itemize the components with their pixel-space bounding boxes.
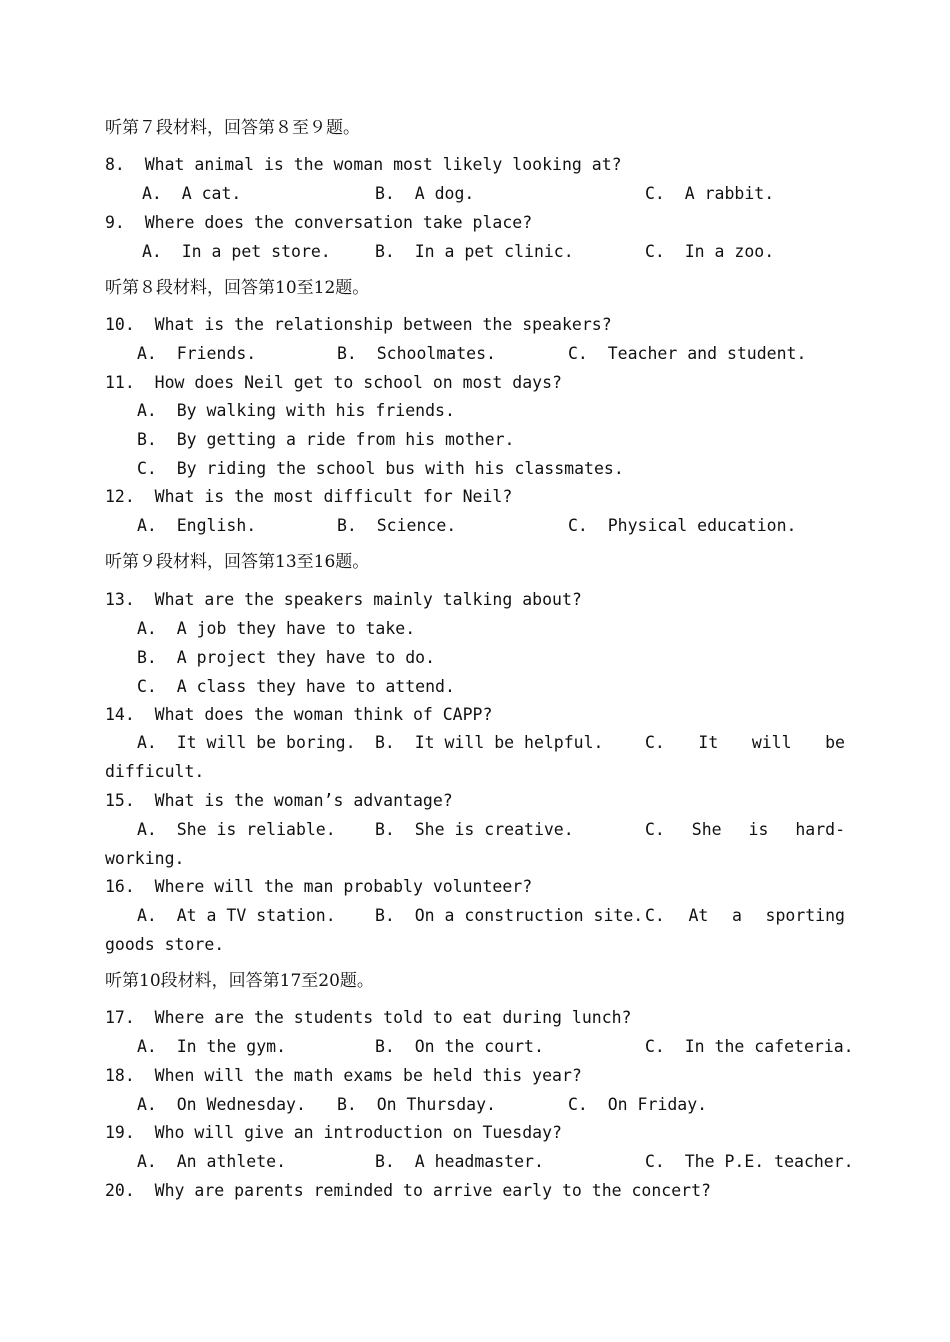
option-b: B. On a construction site.	[375, 906, 644, 925]
option-b: B. She is creative.	[375, 820, 574, 839]
question-17: 17. Where are the students told to eat during lunch?	[105, 1008, 632, 1027]
question-15: 15. What is the woman’s advantage?	[105, 791, 453, 810]
question-11: 11. How does Neil get to school on most days?	[105, 373, 562, 392]
question-9: 9. Where does the conversation take place?	[105, 213, 533, 232]
option-c	[645, 906, 845, 926]
option-a: A. At a TV station.	[137, 906, 336, 925]
option-c-word: hard-	[795, 820, 845, 839]
option-c	[645, 733, 845, 753]
option-b: B. It will be helpful.	[375, 733, 604, 752]
option-c: C. By riding the school bus with his classmates.	[137, 459, 624, 478]
question-19: 19. Who will give an introduction on Tuesday?	[105, 1123, 562, 1142]
option-a: A. By walking with his friends.	[137, 401, 455, 420]
option-c: C. Teacher and student.	[568, 344, 807, 363]
option-c-continuation: difficult.	[105, 762, 205, 781]
option-b: B. A project they have to do.	[137, 648, 436, 667]
option-b: B. In a pet clinic.	[375, 242, 574, 261]
section-heading: 听第８段材料，回答第10至12题。	[105, 278, 370, 298]
option-a: A. In the gym.	[137, 1037, 287, 1056]
section-heading: 听第７段材料，回答第８至９题。	[105, 118, 360, 138]
option-c: C. In a zoo.	[645, 242, 775, 261]
option-c: C. A class they have to attend.	[137, 677, 455, 696]
option-b: B. Schoolmates.	[337, 344, 496, 363]
option-c-word: At	[688, 906, 709, 925]
question-16: 16. Where will the man probably volunteer?	[105, 877, 533, 896]
question-13: 13. What are the speakers mainly talking about?	[105, 590, 582, 609]
question-18: 18. When will the math exams be held this year?	[105, 1066, 582, 1085]
option-c-word: C.	[645, 820, 665, 839]
option-c-word: C.	[645, 906, 665, 925]
option-a: A. Friends.	[137, 344, 257, 363]
option-c-word: a	[731, 906, 742, 925]
question-10: 10. What is the relationship between the speakers?	[105, 315, 612, 334]
option-c-word: will	[751, 733, 792, 752]
question-12: 12. What is the most difficult for Neil?	[105, 487, 513, 506]
option-c-word: be	[825, 733, 845, 752]
option-c-continuation: goods store.	[105, 935, 225, 954]
option-b: B. A headmaster.	[375, 1152, 544, 1171]
section-heading: 听第９段材料，回答第13至16题。	[105, 552, 370, 572]
option-a: A. On Wednesday.	[137, 1095, 306, 1114]
option-c: C. In the cafeteria.	[645, 1037, 854, 1056]
section-heading: 听第10段材料，回答第17至20题。	[105, 971, 374, 991]
option-c-word: She	[691, 820, 722, 839]
option-c-word: C.	[645, 733, 665, 752]
option-a: A. A job they have to take.	[137, 619, 416, 638]
option-c: C. A rabbit.	[645, 184, 775, 203]
option-b: B. On the court.	[375, 1037, 544, 1056]
question-8: 8. What animal is the woman most likely looking at?	[105, 155, 622, 174]
option-c: C. On Friday.	[568, 1095, 708, 1114]
option-b: B. A dog.	[375, 184, 475, 203]
question-20: 20. Why are parents reminded to arrive early to the concert?	[105, 1181, 711, 1200]
option-c: C. Physical education.	[568, 516, 797, 535]
option-c	[645, 820, 845, 840]
option-a: A. She is reliable.	[137, 820, 336, 839]
option-a: A. In a pet store.	[142, 242, 331, 261]
option-b: B. By getting a ride from his mother.	[137, 430, 515, 449]
option-a: A. It will be boring.	[137, 733, 356, 752]
option-c-word: is	[748, 820, 769, 839]
option-c: C. The P.E. teacher.	[645, 1152, 854, 1171]
option-b: B. On Thursday.	[337, 1095, 496, 1114]
question-14: 14. What does the woman think of CAPP?	[105, 705, 493, 724]
option-c-word: sporting	[765, 906, 845, 925]
option-c-continuation: working.	[105, 849, 185, 868]
option-a: A. English.	[137, 516, 257, 535]
option-a: A. An athlete.	[137, 1152, 287, 1171]
option-a: A. A cat.	[142, 184, 242, 203]
option-b: B. Science.	[337, 516, 457, 535]
option-c-word: It	[698, 733, 719, 752]
